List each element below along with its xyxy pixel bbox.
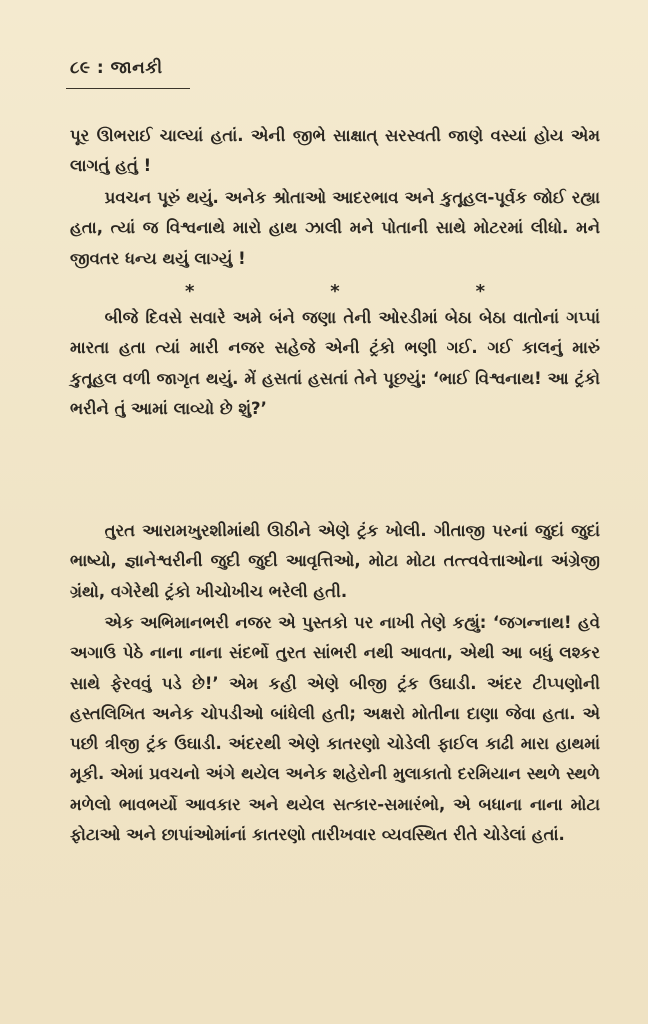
page-number: ૮૯	[70, 58, 91, 78]
paragraph-text: તુરત આરામખુરશીમાંથી ઊઠીને એણે ટ્રંક ખોલી. ગીતાજી પરનાં જુદાં જુદાં ભાષ્યો, જ્ઞાનેશ્વરીની જુદી જુદી આવૃત્તિઓ, મોટા મોટા તત્ત્વવેત્તાઓના અંગ્રેજી ગ્રંથો, વગેરેથી ટ્રંકો ખીચોખીચ ભરેલી હતી.	[70, 521, 600, 601]
paragraph-1	[70, 121, 600, 182]
section-break	[185, 281, 485, 302]
paragraph-text: પ્રવચન પૂરું થયું. અનેક શ્રોતાઓ આદરભાવ અને કુતૂહલ-પૂર્વક જોઈ રહ્યા હતા, ત્યાં જ વિશ્વનાથે મારો હાથ ઝાલી મને પોતાની સાથે મોટરમાં લીધો. મને જીવતર ધન્ય થયું લાગ્યું !	[70, 188, 600, 268]
running-header	[70, 58, 163, 78]
paragraph-text: પૂર ઊભરાઈ ચાલ્યાં હતાં. એની જીભે સાક્ષાત્ સરસ્વતી જાણે વસ્યાં હોય એમ લાગતું હતું !	[70, 126, 600, 176]
header-underline	[66, 88, 190, 89]
paragraph-text: એક અભિમાનભરી નજર એ પુસ્તકો પર નાખી તેણે કહ્યું: ‘જગન્નાથ! હવે અગાઉ પેઠે નાના નાના સંદર્ભો તુરત સાંભરી નથી આવતા, એથી આ બધું લશ્કર સાથે ફેરવવું પડે છે!’ એમ કહી એણે બીજી ટ્રંક ઉઘાડી. અંદર ટીપ્પણોની હસ્તલિખિત અનેક ચોપડીઓ બાંધેલી હતી; અક્ષરો મોતીના દાણા જેવા હતા. એ પછી ત્રીજી ટ્રંક ઉઘાડી. અંદરથી એણે કાતરણો ચોડેલી ફાઈલ કાઢી મારા હાથમાં મૂકી. એમાં પ્રવચનો અંગે થયેલ અનેક શહેરોની મુલાકાતો દરમિયાન સ્થળે સ્થળે મળેલો ભાવભર્યો આવકાર અને થયેલ સત્કાર-સમારંભો, એ બધાના નાના મોટા ફોટાઓ અને છાપાંઓમાંનાં કાતરણો તારીખવાર વ્યવસ્થિત રીતે ચોડેલાં હતાં.	[70, 613, 600, 845]
paragraph-2	[70, 183, 600, 274]
section-break-star: *	[185, 281, 195, 302]
header-separator: :	[96, 58, 105, 78]
section-break-star: *	[330, 281, 340, 302]
paragraph-4	[70, 516, 600, 607]
book-title: જાનકી	[110, 58, 163, 78]
paragraph-3	[70, 303, 600, 424]
section-break-star: *	[475, 281, 485, 302]
paragraph-text: બીજે દિવસે સવારે અમે બંને જણા તેની ઓરડીમાં બેઠા બેઠા વાતોનાં ગપ્પાં મારતા હતા ત્યાં મારી નજર સહેજે એની ટ્રંકો ભણી ગઈ. ગઈ કાલનું મારું કુતૂહલ વળી જાગૃત થયું. મેં હસતાં હસતાં તેને પૂછયું: ‘ભાઈ વિશ્વનાથ! આ ટ્રંકો ભરીને તું આમાં લાવ્યો છે શું?’	[70, 308, 600, 418]
paragraph-5	[70, 608, 600, 850]
